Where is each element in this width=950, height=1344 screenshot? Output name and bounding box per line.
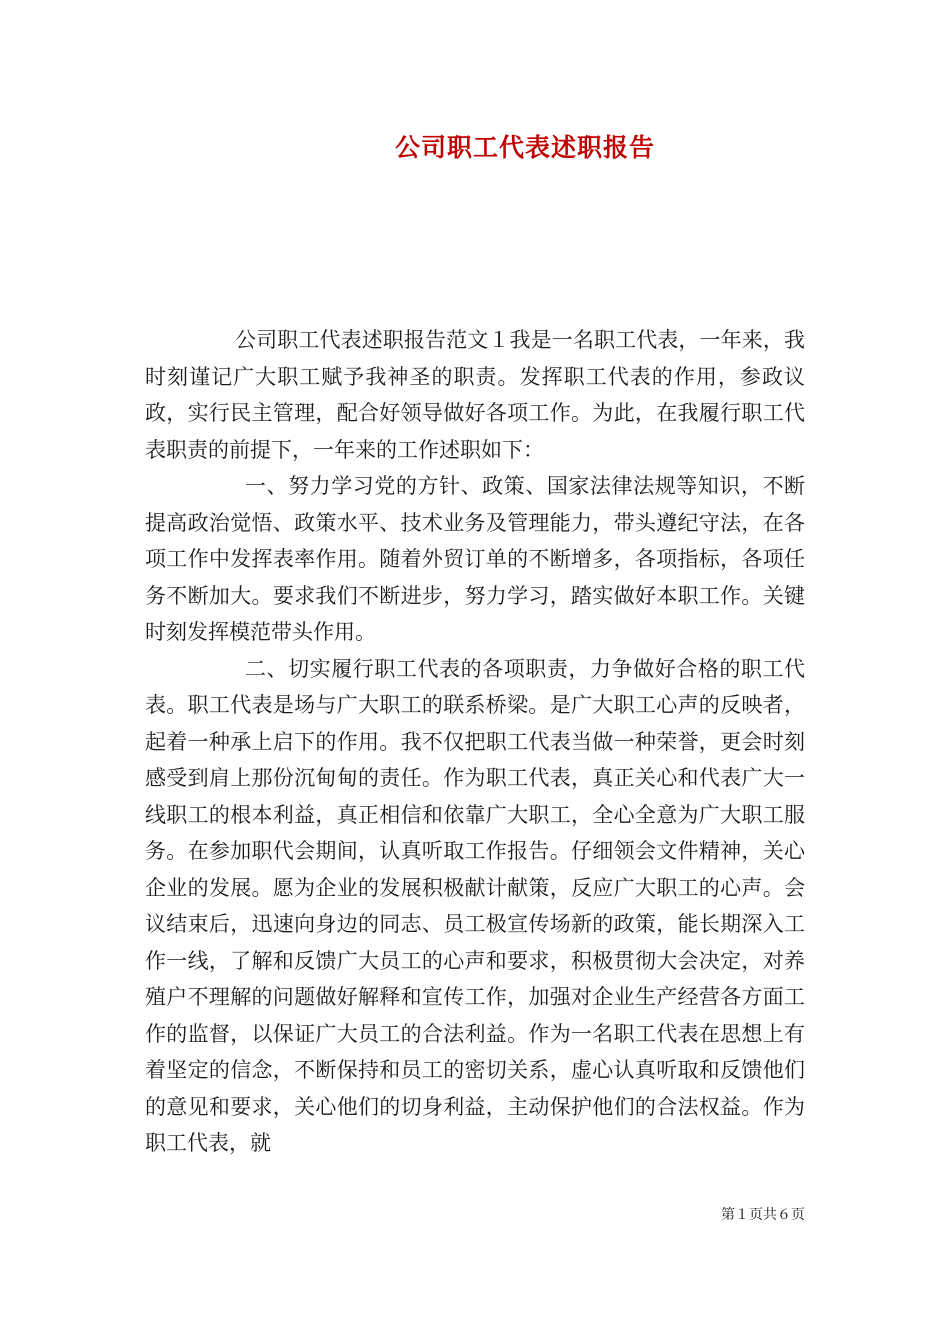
page-number-footer: 第１页共６页 [721,1207,805,1223]
paragraph-section-2: 二、切实履行职工代表的各项职责，力争做好合格的职工代表。职工代表是场与广大职工的联系桥梁。是广大职工心声的反映者，起着一种承上启下的作用。我不仅把职工代表当做一种荣誉，更会时刻感受到肩上那份沉甸甸的责任。作为职工代表，真正关心和代表广大一线职工的根本利益，真正相信和依靠广大职工，全心全意为广大职工服务。在参加职代会期间，认真听取工作报告。仔细领会文件精神，关心企业的发展。愿为企业的发展积极献计献策，反应广大职工的心声。会议结束后，迅速向身边的同志、员工极宣传场新的政策，能长期深入工作一线，了解和反馈广大员工的心声和要求，积极贯彻大会决定，对养殖户不理解的问题做好解释和宣传工作，加强对企业生产经营各方面工作的监督，以保证广大员工的合法利益。作为一名职工代表在思想上有着坚定的信念，不断保持和员工的密切关系，虚心认真听取和反馈他们的意见和要求，关心他们的切身利益，主动保护他们的合法权益。作为职工代表，就 [145,656,805,1155]
document-body [145,322,805,1162]
paragraph-section-1: 一、努力学习党的方针、政策、国家法律法规等知识，不断提高政治觉悟、政策水平、技术业务及管理能力，带头遵纪守法，在各项工作中发挥表率作用。随着外贸订单的不断增多，各项指标，各项任务不断加大。要求我们不断进步，努力学习，踏实做好本职工作。关键时刻发挥模范带头作用。 [145,474,805,644]
document-title: 公司职工代表述职报告 [394,133,655,162]
paragraph-intro: 公司职工代表述职报告范文１我是一名职工代表，一年来，我时刻谨记广大职工赋予我神圣的职责。发挥职工代表的作用，参政议政，实行民主管理，配合好领导做好各项工作。为此，在我履行职工代表职责的前提下，一年来的工作述职如下： [145,328,805,462]
